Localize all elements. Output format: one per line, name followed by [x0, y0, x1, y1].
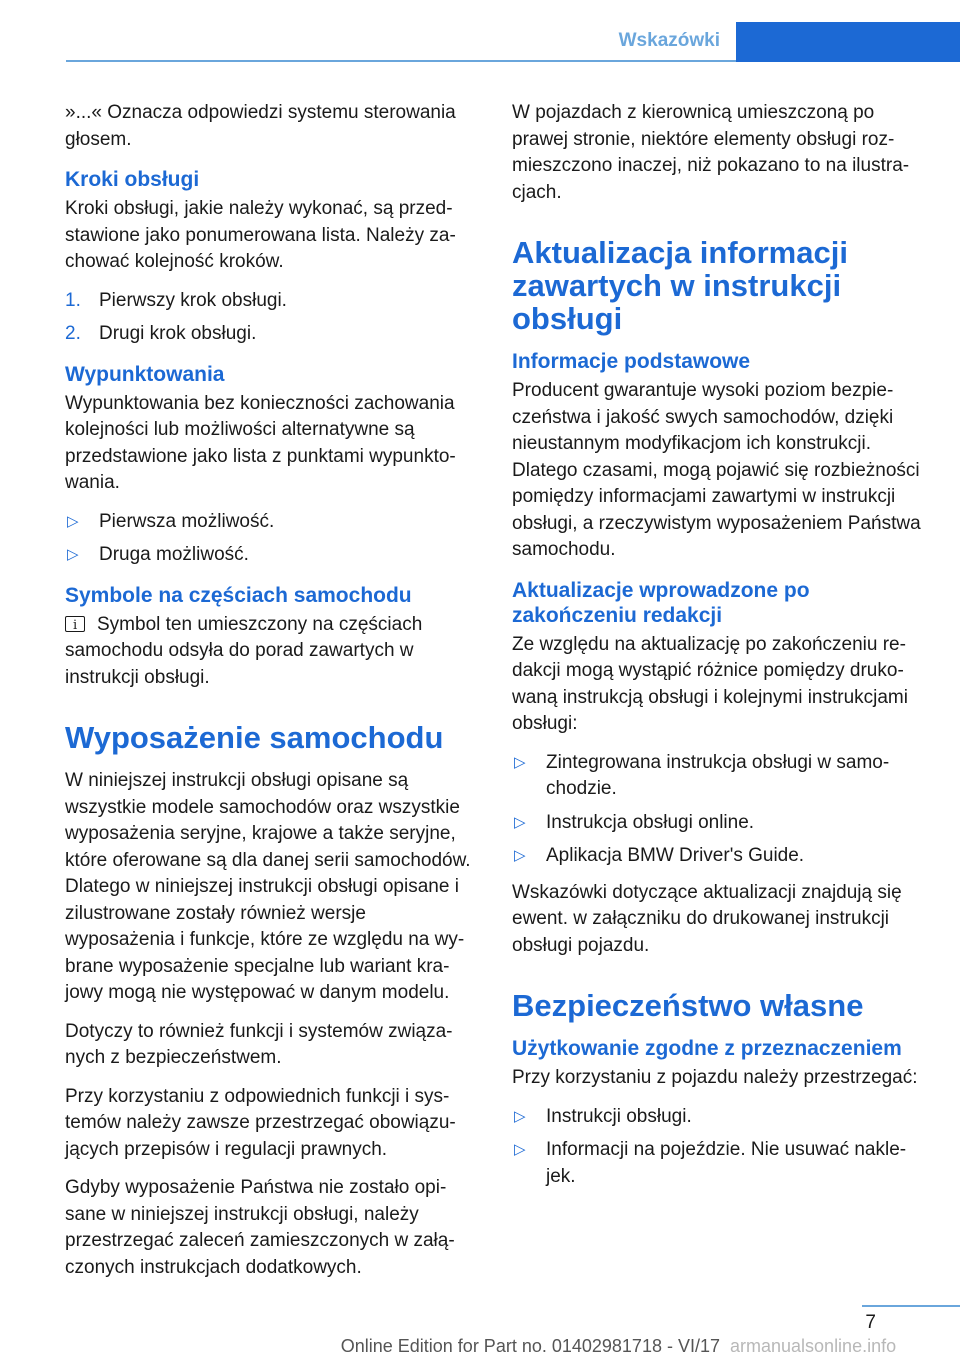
symbols-heading: Symbole na częściach samochodu — [65, 583, 412, 607]
triangle-bullet-icon: ▷ — [67, 512, 79, 530]
bullet-text: Zintegrowana instrukcja obsługi w samochodzie. — [546, 751, 890, 799]
list-item — [512, 1104, 928, 1131]
intended-text: Przy korzystaniu z pojazdu należy przestrzegać: — [512, 1067, 918, 1088]
basics-heading: Informacje podstawowe — [512, 350, 751, 373]
header-rule — [66, 60, 736, 62]
triangle-bullet-icon: ▷ — [514, 753, 526, 771]
bullet-text: Druga możliwość. — [99, 544, 249, 565]
equipment-heading: Wyposażenie samochodu — [65, 720, 444, 755]
bullet-text: Pierwsza możliwość. — [99, 510, 275, 532]
right-column — [512, 100, 928, 1200]
updates-after-heading: Aktualizacje wprowadzone po zakończeniu redakcji — [512, 578, 810, 627]
list-item — [65, 321, 480, 348]
triangle-bullet-icon: ▷ — [514, 1141, 526, 1158]
page-number: 7 — [865, 1312, 876, 1333]
equipment-paragraph-3: Przy korzystaniu z odpowiednich funkcji i systemów należy zawsze przestrzegać obowiązujących przepisów i regulacji prawnych. — [65, 1085, 456, 1160]
left-column — [65, 100, 480, 1293]
equipment-paragraph-2: Dotyczy to również funkcji i systemów związanych z bezpieczeństwem. — [65, 1020, 453, 1068]
list-item — [512, 810, 928, 837]
step-text: Drugi krok obsługi. — [99, 323, 257, 344]
steps-text: Kroki obsługi, jakie należy wykonać, są przedstawione jako ponumerowana lista. Należy zachować kolejność kroków. — [65, 198, 456, 272]
bullet-text: Aplikacja BMW Driver's Guide. — [546, 845, 805, 866]
bullets-heading: Wypunktowania — [65, 362, 225, 386]
steps-heading: Kroki obsługi — [65, 168, 200, 191]
rhd-text: W pojazdach z kierownicą umieszczoną po prawej stronie, niektóre elementy obsługi rozmieszczono inaczej, niż pokazano to na ilustracjach. — [512, 102, 910, 203]
triangle-bullet-icon: ▷ — [67, 546, 79, 563]
list-item — [65, 288, 480, 315]
step-text: Pierwszy krok obsługi. — [99, 289, 287, 311]
list-item — [512, 750, 928, 803]
update-heading: Aktualizacja informacji zawartych w instrukcji obsługi — [512, 235, 848, 336]
symbols-paragraph — [65, 612, 480, 692]
safety-heading: Bezpieczeństwo własne — [512, 988, 864, 1023]
bullets-list — [65, 509, 480, 569]
bullet-text: Instrukcja obsługi online. — [546, 811, 755, 833]
footer-edition: Online Edition for Part no. 01402981718 - VI/17 — [340, 1336, 720, 1356]
basics-text: Producent gwarantuje wysoki poziom bezpieczeństwa i jakość swych samochodów, dzięki nieustannym modyfikacjom ich konstrukcji. Dlatego czasami, mogą pojawić się rozbieżności pomiędzy informacjami zawartymi w instrukcji obsługi, a rzeczywistym wyposażeniem Państwa samochodu. — [512, 380, 921, 560]
steps-list — [65, 288, 480, 348]
bullet-text: Informacji na pojeździe. Nie usuwać naklejek. — [546, 1139, 907, 1187]
watermark: armanualsonline.info — [730, 1336, 897, 1356]
step-number: 2. — [65, 323, 81, 344]
equipment-paragraph-4: Gdyby wyposażenie Państwa nie zostało opisane w niniejszej instrukcji obsługi, należy przestrzegać zaleceń zamieszczonych w załączonych instrukcjach dodatkowych. — [65, 1177, 455, 1278]
list-item — [512, 1137, 928, 1190]
bullets-text: Wypunktowania bez konieczności zachowania kolejności lub możliwości alternatywne są przedstawione jako lista z punktami wypunktowania. — [65, 392, 456, 493]
step-number: 1. — [65, 289, 81, 311]
list-item — [512, 843, 928, 870]
triangle-bullet-icon: ▷ — [514, 1107, 526, 1125]
triangle-bullet-icon: ▷ — [514, 847, 526, 864]
updates-after-text: Ze względu na aktualizację po zakończeniu redakcji mogą wystąpić różnice pomiędzy drukowaną instrukcją obsługi i kolejnymi instrukcjami obsługi: — [512, 633, 908, 734]
info-book-icon — [65, 616, 85, 632]
list-item — [65, 542, 480, 569]
footer-rule — [862, 1305, 960, 1307]
intended-heading: Użytkowanie zgodne z przeznaczeniem — [512, 1037, 902, 1060]
header-title: Wskazówki — [618, 30, 720, 51]
intro-text: »...« Oznacza odpowiedzi systemu sterowania głosem. — [65, 102, 456, 150]
header-accent-block — [736, 22, 960, 62]
intended-list — [512, 1104, 928, 1191]
symbols-text: Symbol ten umieszczony na częściach samochodu odsyła do porad zawartych w instrukcji obsługi. — [65, 613, 423, 688]
triangle-bullet-icon: ▷ — [514, 813, 526, 831]
equipment-paragraph-1: W niniejszej instrukcji obsługi opisane są wszystkie modele samochodów oraz wszystkie wyposażenia seryjne, krajowe a także seryjne, które oferowane są dla danej serii samochodów. Dlatego w niniejszej instrukcji obsługi opisane i zilustrowane zostały również wersje wyposażenia i funkcje, które ze względu na wybrane wyposażenie specjalne lub wariant krajowy mogą nie występować w danym modelu. — [65, 770, 471, 1003]
updates-list — [512, 750, 928, 870]
bullet-text: Instrukcji obsługi. — [546, 1105, 692, 1127]
list-item — [65, 509, 480, 536]
updates-note: Wskazówki dotyczące aktualizacji znajdują się ewent. w załączniku do drukowanej instrukcji obsługi pojazdu. — [512, 881, 902, 956]
